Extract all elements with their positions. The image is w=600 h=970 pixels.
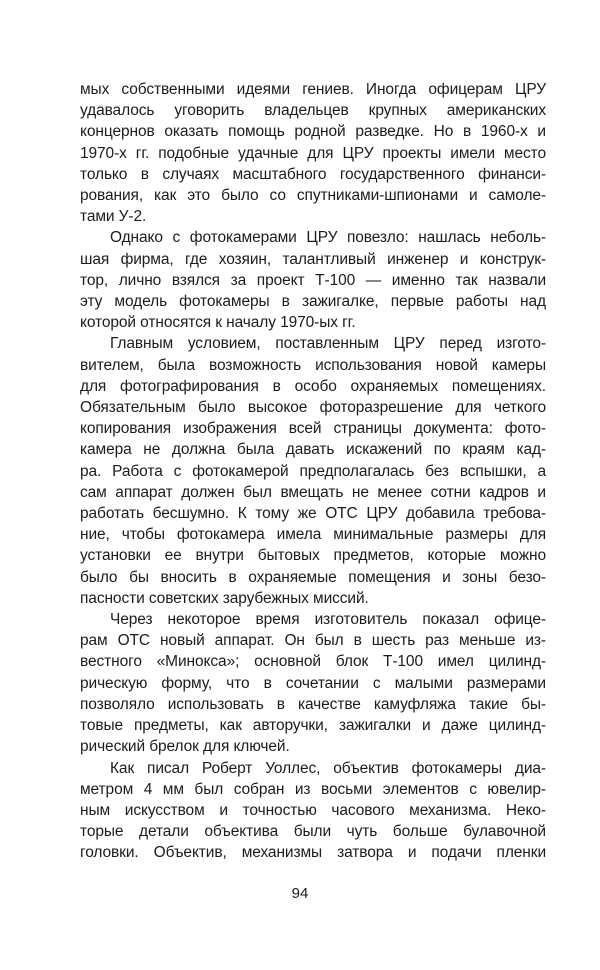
text-line: 1970-х гг. подобные удачные для ЦРУ проекты имели место	[80, 144, 546, 162]
text-line: мых собственными идеями гениев. Иногда офицерам ЦРУ	[80, 81, 546, 98]
text-line: ра. Работа с фотокамерой предполагалась без вспышки, а	[80, 462, 546, 480]
text-line: рический брелок для ключей.	[80, 738, 290, 756]
text-line: установки ее внутри бытовых предметов, которые можно	[80, 547, 546, 565]
text-line: торые детали объектива были чуть больше булавочной	[80, 823, 546, 841]
text-line: только в случаях масштабного государственного финанси-	[80, 165, 546, 183]
text-line: копирования изображения всей страницы документа: фото-	[80, 420, 546, 438]
text-line: для фотографирования в особо охраняемых помещениях.	[80, 377, 546, 395]
text-line: метром 4 мм был собран из восьми элементов с ювелир-	[80, 780, 546, 798]
text-line: сам аппарат должен был вмещать не менее сотни кадров и	[80, 483, 546, 501]
body-text	[80, 79, 546, 864]
text-line: тами У-2.	[80, 208, 147, 226]
text-line: Обязательным было высокое фоторазрешение для четкого	[80, 399, 546, 417]
text-line: работать бесшумно. К тому же ОТС ЦРУ добавила требова-	[80, 505, 546, 523]
text-line: рическую форму, что в сочетании с малыми размерами	[80, 674, 546, 692]
text-line: вестного «Минокса»; основной блок Т-100 имел цилинд-	[80, 653, 546, 671]
text-line: Главным условием, поставленным ЦРУ перед изгото-	[110, 335, 546, 353]
paragraph	[80, 609, 546, 757]
text-line: Как писал Роберт Уоллес, объектив фотокамеры диа-	[110, 759, 546, 777]
text-line: вителем, была возможность использования новой камеры	[80, 356, 546, 374]
paragraph	[80, 333, 546, 609]
text-line: позволяло использовать в качестве камуфляжа такие бы-	[80, 695, 546, 713]
text-line: пасности советских зарубежных миссий.	[80, 589, 369, 607]
text-line: концернов оказать помощь родной разведке. Но в 1960-х и	[80, 123, 546, 141]
text-line: рования, как это было со спутниками-шпионами и самоле-	[80, 187, 546, 205]
text-line: эту модель фотокамеры в зажигалке, первые работы над	[80, 293, 546, 311]
text-line: тор, лично взялся за проект Т-100 — именно так назвали	[80, 271, 546, 289]
text-line: рам ОТС новый аппарат. Он был в шесть раз меньше из-	[80, 632, 546, 650]
paragraph	[80, 79, 546, 227]
page-number: 94	[291, 885, 309, 902]
text-line: ние, чтобы фотокамера имела минимальные размеры для	[80, 526, 546, 544]
text-line: головки. Объектив, механизмы затвора и подачи пленки	[80, 844, 546, 862]
paragraph	[80, 227, 546, 333]
text-line: камера не должна была давать искажений по краям кад-	[80, 441, 546, 459]
text-line: Однако с фотокамерами ЦРУ повезло: нашлась неболь-	[110, 229, 546, 247]
text-line: Через некоторое время изготовитель показал офице-	[110, 611, 546, 629]
text-line: товые предметы, как авторучки, зажигалки и даже цилинд-	[80, 717, 546, 735]
text-line: ным искусством и точностью часового механизма. Неко-	[80, 801, 546, 819]
text-line: было бы вносить в охраняемые помещения и зоны безо-	[80, 568, 546, 586]
text-line: удавалось уговорить владельцев крупных американских	[80, 102, 546, 120]
text-line: шая фирма, где хозяин, талантливый инженер и конструк-	[80, 250, 546, 268]
text-line: которой относятся к началу 1970-ых гг.	[80, 314, 356, 332]
paragraph	[80, 758, 546, 864]
